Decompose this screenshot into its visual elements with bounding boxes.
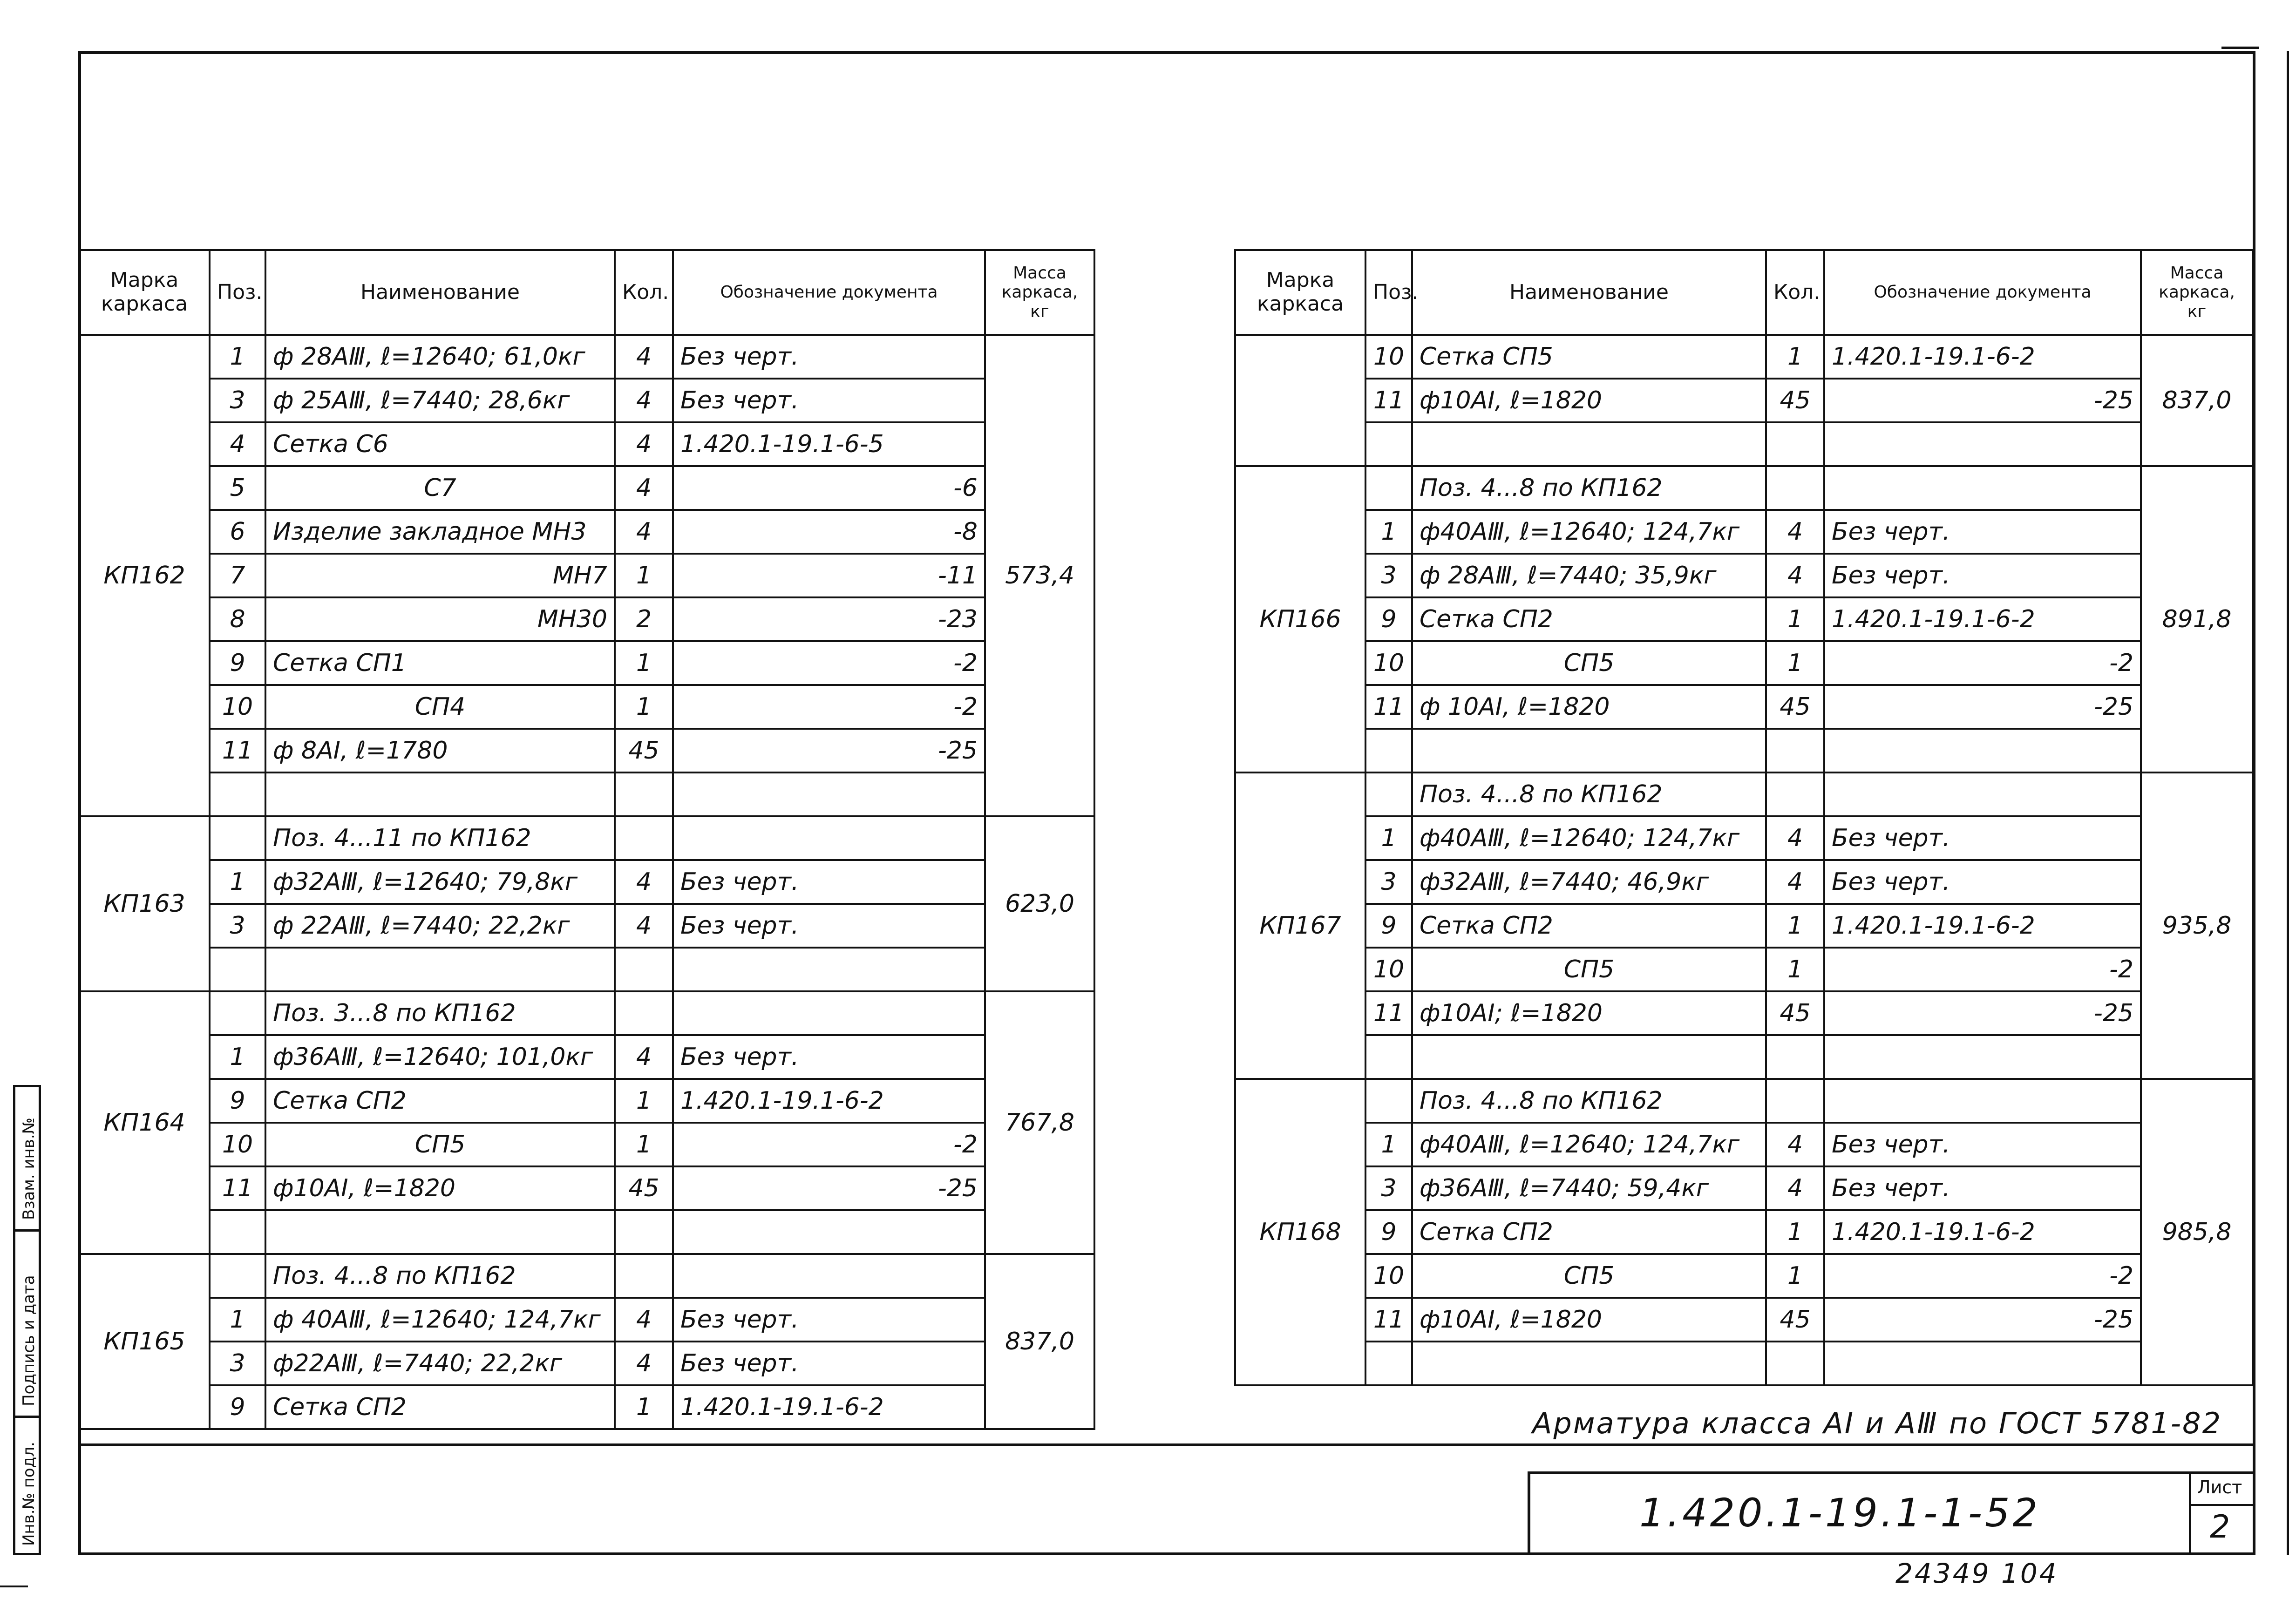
name-cell: Поз. 4...8 по КП162 (1412, 466, 1766, 510)
table-row (1235, 1079, 2253, 1123)
document-cell: Без черт. (1824, 1123, 2141, 1166)
position-cell: 3 (210, 379, 265, 422)
header-pos: Поз. (1365, 250, 1412, 335)
document-cell: Без черт. (673, 1298, 985, 1342)
header-name: Наименование (1412, 250, 1766, 335)
document-cell: 1.420.1-19.1-6-2 (1824, 335, 2141, 379)
document-cell (673, 816, 985, 860)
table-row (1235, 948, 2253, 991)
quantity-cell: 1 (1766, 1254, 1824, 1298)
table-row (79, 466, 1094, 510)
quantity-cell (615, 773, 673, 816)
header-doc: Обозначение документа (673, 250, 985, 335)
table-row (79, 1166, 1094, 1210)
name-cell: ф 8АⅠ, ℓ=1780 (265, 729, 615, 773)
table-row (79, 816, 1094, 860)
position-cell: 9 (1365, 597, 1412, 641)
name-cell: Сетка СП2 (265, 1079, 615, 1123)
position-cell (1365, 466, 1412, 510)
quantity-cell: 45 (1766, 379, 1824, 422)
table-row (79, 904, 1094, 948)
header-qty: Кол. (1766, 250, 1824, 335)
table-row (1235, 1166, 2253, 1210)
position-cell: 11 (210, 1166, 265, 1210)
quantity-cell: 4 (1766, 554, 1824, 597)
position-cell: 11 (210, 729, 265, 773)
document-cell (1824, 729, 2141, 773)
name-cell: Сетка СП2 (265, 1385, 615, 1429)
table-row (79, 1298, 1094, 1342)
position-cell: 9 (1365, 904, 1412, 948)
frame-mass: 837,0 (985, 1254, 1094, 1429)
header-mark: Марка каркаса (1235, 250, 1365, 335)
quantity-cell: 45 (1766, 991, 1824, 1035)
table-row (79, 1210, 1094, 1254)
name-cell: СП4 (265, 685, 615, 729)
quantity-cell: 45 (1766, 1298, 1824, 1342)
table-row (79, 554, 1094, 597)
quantity-cell: 45 (615, 729, 673, 773)
position-cell (210, 1210, 265, 1254)
document-cell: 1.420.1-19.1-6-2 (1824, 597, 2141, 641)
name-cell: ф 28АⅢ, ℓ=12640; 61,0кг (265, 335, 615, 379)
document-cell: 1.420.1-19.1-6-2 (673, 1385, 985, 1429)
binding-divider (13, 1229, 41, 1232)
document-cell: -25 (1824, 379, 2141, 422)
document-cell: Без черт. (1824, 510, 2141, 554)
right-margin-line (2287, 51, 2289, 1555)
table-row (79, 510, 1094, 554)
quantity-cell (615, 948, 673, 991)
document-cell: Без черт. (673, 1342, 985, 1385)
name-cell: Сетка СП5 (1412, 335, 1766, 379)
frame-mass: 891,8 (2141, 466, 2253, 773)
stamp-top-line (78, 1443, 2255, 1446)
name-cell: ф40АⅢ, ℓ=12640; 124,7кг (1412, 510, 1766, 554)
document-cell: -2 (1824, 641, 2141, 685)
quantity-cell: 1 (615, 1385, 673, 1429)
position-cell: 4 (210, 422, 265, 466)
quantity-cell (1766, 1342, 1824, 1385)
quantity-cell: 4 (615, 904, 673, 948)
name-cell: ф10АⅠ, ℓ=1820 (1412, 379, 1766, 422)
name-cell: Поз. 4...8 по КП162 (265, 1254, 615, 1298)
header-name: Наименование (265, 250, 615, 335)
quantity-cell: 4 (615, 860, 673, 904)
name-cell: ф10АⅠ, ℓ=1820 (1412, 1298, 1766, 1342)
quantity-cell: 1 (615, 685, 673, 729)
header-mark: Марка каркаса (79, 250, 210, 335)
position-cell: 8 (210, 597, 265, 641)
quantity-cell: 1 (1766, 1210, 1824, 1254)
quantity-cell: 1 (1766, 597, 1824, 641)
position-cell (1365, 1342, 1412, 1385)
position-cell (1365, 729, 1412, 773)
header-mass: Масса каркаса, кг (985, 250, 1094, 335)
quantity-cell: 45 (1766, 685, 1824, 729)
table-row (79, 422, 1094, 466)
position-cell (1365, 422, 1412, 466)
table-row (79, 948, 1094, 991)
table-header-row (1235, 250, 2253, 335)
position-cell (1365, 773, 1412, 816)
quantity-cell (615, 991, 673, 1035)
position-cell: 11 (1365, 991, 1412, 1035)
name-cell: ф36АⅢ, ℓ=12640; 101,0кг (265, 1035, 615, 1079)
name-cell: ф32АⅢ, ℓ=7440; 46,9кг (1412, 860, 1766, 904)
frame-mass: 935,8 (2141, 773, 2253, 1079)
frame-mass: 623,0 (985, 816, 1094, 991)
table-row (79, 1035, 1094, 1079)
document-cell: Без черт. (673, 335, 985, 379)
quantity-cell (1766, 466, 1824, 510)
table-row (79, 1254, 1094, 1298)
position-cell (1365, 1035, 1412, 1079)
name-cell (265, 1210, 615, 1254)
position-cell: 10 (210, 1123, 265, 1166)
quantity-cell: 4 (1766, 1123, 1824, 1166)
table-row (1235, 773, 2253, 816)
quantity-cell (1766, 1079, 1824, 1123)
document-cell: -11 (673, 554, 985, 597)
sheet-number: 2 (2210, 1509, 2230, 1545)
name-cell: С7 (265, 466, 615, 510)
quantity-cell: 45 (615, 1166, 673, 1210)
table-row (79, 729, 1094, 773)
document-cell (673, 1254, 985, 1298)
document-cell: -2 (673, 685, 985, 729)
position-cell: 6 (210, 510, 265, 554)
position-cell: 3 (210, 1342, 265, 1385)
name-cell: ф 10АⅠ, ℓ=1820 (1412, 685, 1766, 729)
table-row (1235, 1342, 2253, 1385)
position-cell: 1 (1365, 510, 1412, 554)
quantity-cell: 4 (615, 466, 673, 510)
frame-mark: КП166 (1235, 466, 1365, 773)
name-cell (265, 773, 615, 816)
quantity-cell (1766, 422, 1824, 466)
name-cell: СП5 (1412, 641, 1766, 685)
name-cell: МН7 (265, 554, 615, 597)
header-mass: Масса каркаса, кг (2141, 250, 2253, 335)
name-cell: МН30 (265, 597, 615, 641)
quantity-cell: 4 (1766, 510, 1824, 554)
table-row (79, 991, 1094, 1035)
table-row (79, 773, 1094, 816)
table-row (79, 1079, 1094, 1123)
frame-mark: КП164 (79, 991, 210, 1254)
position-cell: 9 (210, 1079, 265, 1123)
quantity-cell (615, 816, 673, 860)
document-cell: -6 (673, 466, 985, 510)
position-cell: 3 (1365, 554, 1412, 597)
table-row (1235, 510, 2253, 554)
right-spec-table (1234, 249, 2254, 1386)
position-cell: 1 (210, 335, 265, 379)
name-cell: ф10АⅠ, ℓ=1820 (265, 1166, 615, 1210)
position-cell: 10 (1365, 1254, 1412, 1298)
quantity-cell: 2 (615, 597, 673, 641)
table-row (1235, 1123, 2253, 1166)
position-cell: 10 (210, 685, 265, 729)
document-cell (1824, 773, 2141, 816)
quantity-cell (615, 1254, 673, 1298)
table-row (1235, 1035, 2253, 1079)
document-cell: -25 (673, 729, 985, 773)
position-cell: 9 (210, 1385, 265, 1429)
name-cell (1412, 1035, 1766, 1079)
quantity-cell: 1 (1766, 641, 1824, 685)
quantity-cell: 1 (1766, 904, 1824, 948)
table-row (1235, 1298, 2253, 1342)
quantity-cell: 1 (615, 641, 673, 685)
document-cell: Без черт. (1824, 1166, 2141, 1210)
table-row (1235, 1210, 2253, 1254)
quantity-cell: 4 (615, 1342, 673, 1385)
quantity-cell (615, 1210, 673, 1254)
document-cell: -25 (1824, 685, 2141, 729)
table-row (1235, 991, 2253, 1035)
top-right-tick (2221, 47, 2259, 49)
table-row (1235, 554, 2253, 597)
quantity-cell: 1 (615, 554, 673, 597)
quantity-cell: 1 (615, 1079, 673, 1123)
sheet-box-divider (2189, 1471, 2191, 1555)
table-row (1235, 1254, 2253, 1298)
document-cell: Без черт. (673, 1035, 985, 1079)
table-row (1235, 816, 2253, 860)
name-cell: ф 22АⅢ, ℓ=7440; 22,2кг (265, 904, 615, 948)
name-cell: Поз. 4...8 по КП162 (1412, 773, 1766, 816)
document-cell: -23 (673, 597, 985, 641)
table-row (1235, 379, 2253, 422)
table-row (79, 685, 1094, 729)
name-cell: Сетка СП2 (1412, 904, 1766, 948)
frame-mark: КП163 (79, 816, 210, 991)
table-row (79, 641, 1094, 685)
document-cell: -2 (673, 1123, 985, 1166)
name-cell: ф10АⅠ; ℓ=1820 (1412, 991, 1766, 1035)
frame-mark: КП162 (79, 335, 210, 816)
position-cell: 10 (1365, 335, 1412, 379)
document-cell: 1.420.1-19.1-6-2 (1824, 904, 2141, 948)
quantity-cell (1766, 773, 1824, 816)
quantity-cell (1766, 729, 1824, 773)
name-cell: ф 25АⅢ, ℓ=7440; 28,6кг (265, 379, 615, 422)
position-cell (210, 816, 265, 860)
document-cell: Без черт. (1824, 554, 2141, 597)
name-cell (1412, 1342, 1766, 1385)
document-cell: Без черт. (1824, 816, 2141, 860)
position-cell: 7 (210, 554, 265, 597)
table-row (79, 1342, 1094, 1385)
position-cell: 3 (1365, 1166, 1412, 1210)
document-cell: Без черт. (673, 860, 985, 904)
header-pos: Поз. (210, 250, 265, 335)
position-cell: 5 (210, 466, 265, 510)
document-cell (673, 773, 985, 816)
quantity-cell: 4 (1766, 816, 1824, 860)
position-cell (1365, 1079, 1412, 1123)
document-cell: 1.420.1-19.1-6-2 (1824, 1210, 2141, 1254)
document-cell: Без черт. (673, 379, 985, 422)
document-cell: 1.420.1-19.1-6-5 (673, 422, 985, 466)
name-cell: Поз. 4...8 по КП162 (1412, 1079, 1766, 1123)
table-row (1235, 904, 2253, 948)
position-cell (210, 773, 265, 816)
frame-mass: 837,0 (2141, 335, 2253, 466)
position-cell: 10 (1365, 948, 1412, 991)
name-cell: ф 28АⅢ, ℓ=7440; 35,9кг (1412, 554, 1766, 597)
table-row (1235, 641, 2253, 685)
name-cell: Сетка СП2 (1412, 597, 1766, 641)
name-cell: Поз. 4...11 по КП162 (265, 816, 615, 860)
table-row (1235, 466, 2253, 510)
quantity-cell: 4 (615, 1035, 673, 1079)
position-cell: 1 (1365, 816, 1412, 860)
name-cell: ф36АⅢ, ℓ=7440; 59,4кг (1412, 1166, 1766, 1210)
quantity-cell: 4 (1766, 860, 1824, 904)
document-cell: 1.420.1-19.1-6-2 (673, 1079, 985, 1123)
quantity-cell: 4 (615, 422, 673, 466)
sheet-label: Лист (2197, 1477, 2242, 1498)
name-cell: ф40АⅢ, ℓ=12640; 124,7кг (1412, 1123, 1766, 1166)
name-cell (1412, 729, 1766, 773)
document-cell (1824, 422, 2141, 466)
position-cell: 11 (1365, 379, 1412, 422)
frame-mass: 573,4 (985, 335, 1094, 816)
name-cell: Сетка СП1 (265, 641, 615, 685)
quantity-cell: 4 (615, 510, 673, 554)
name-cell (265, 948, 615, 991)
document-cell: -25 (1824, 1298, 2141, 1342)
frame-mark (1235, 335, 1365, 466)
table-row (79, 597, 1094, 641)
bottom-left-tick (0, 1586, 28, 1587)
document-cell (1824, 1079, 2141, 1123)
table-row (1235, 422, 2253, 466)
name-cell: ф40АⅢ, ℓ=12640; 124,7кг (1412, 816, 1766, 860)
position-cell: 1 (210, 1298, 265, 1342)
frame-mass: 985,8 (2141, 1079, 2253, 1385)
name-cell: ф22АⅢ, ℓ=7440; 22,2кг (265, 1342, 615, 1385)
document-cell (673, 948, 985, 991)
name-cell: Сетка С6 (265, 422, 615, 466)
name-cell: ф 40АⅢ, ℓ=12640; 124,7кг (265, 1298, 615, 1342)
binding-divider (13, 1416, 41, 1418)
position-cell: 1 (210, 1035, 265, 1079)
header-doc: Обозначение документа (1824, 250, 2141, 335)
position-cell: 9 (1365, 1210, 1412, 1254)
frame-mark: КП168 (1235, 1079, 1365, 1385)
name-cell (1412, 422, 1766, 466)
position-cell: 3 (210, 904, 265, 948)
name-cell: Сетка СП2 (1412, 1210, 1766, 1254)
name-cell: СП5 (1412, 1254, 1766, 1298)
quantity-cell: 1 (1766, 948, 1824, 991)
frame-mark: КП165 (79, 1254, 210, 1429)
table-row (79, 1123, 1094, 1166)
position-cell (210, 948, 265, 991)
header-qty: Кол. (615, 250, 673, 335)
document-cell: -25 (1824, 991, 2141, 1035)
document-cell: -2 (673, 641, 985, 685)
table-row (1235, 729, 2253, 773)
document-cell: -8 (673, 510, 985, 554)
position-cell: 1 (1365, 1123, 1412, 1166)
table-row (1235, 860, 2253, 904)
quantity-cell: 4 (615, 335, 673, 379)
table-row (79, 335, 1094, 379)
document-cell (1824, 466, 2141, 510)
name-cell: СП5 (1412, 948, 1766, 991)
name-cell: ф32АⅢ, ℓ=12640; 79,8кг (265, 860, 615, 904)
name-cell: СП5 (265, 1123, 615, 1166)
frame-mass: 767,8 (985, 991, 1094, 1254)
table-header-row (79, 250, 1094, 335)
position-cell: 10 (1365, 641, 1412, 685)
quantity-cell: 4 (615, 379, 673, 422)
position-cell: 1 (210, 860, 265, 904)
document-cell (1824, 1342, 2141, 1385)
document-cell (673, 991, 985, 1035)
name-cell: Поз. 3...8 по КП162 (265, 991, 615, 1035)
quantity-cell (1766, 1035, 1824, 1079)
left-spec-table (78, 249, 1095, 1430)
document-cell: -2 (1824, 948, 2141, 991)
quantity-cell: 4 (615, 1298, 673, 1342)
table-row (79, 860, 1094, 904)
document-cell: Без черт. (673, 904, 985, 948)
table-row (1235, 335, 2253, 379)
footer-code: 24349 104 (1895, 1558, 2058, 1589)
table-row (1235, 685, 2253, 729)
table-row (79, 1385, 1094, 1429)
inv-original-label: Инв.№ подл. (20, 1442, 38, 1546)
table-row (1235, 597, 2253, 641)
document-cell (1824, 1035, 2141, 1079)
document-cell: Без черт. (1824, 860, 2141, 904)
document-cell (673, 1210, 985, 1254)
position-cell: 11 (1365, 685, 1412, 729)
table-row (79, 379, 1094, 422)
position-cell: 3 (1365, 860, 1412, 904)
document-cell: -2 (1824, 1254, 2141, 1298)
position-cell (210, 991, 265, 1035)
quantity-cell: 4 (1766, 1166, 1824, 1210)
position-cell (210, 1254, 265, 1298)
signature-date-label: Подпись и дата (20, 1275, 38, 1406)
frame-mark: КП167 (1235, 773, 1365, 1079)
position-cell: 11 (1365, 1298, 1412, 1342)
document-cell: -25 (673, 1166, 985, 1210)
replaced-inv-label: Взам. инв.№ (20, 1117, 38, 1220)
quantity-cell: 1 (1766, 335, 1824, 379)
reinforcement-note: Арматура класса АⅠ и АⅢ по ГОСТ 5781-82 (1532, 1406, 2222, 1440)
name-cell: Изделие закладное МН3 (265, 510, 615, 554)
document-designation: 1.420.1-19.1-1-52 (1639, 1490, 2040, 1536)
quantity-cell: 1 (615, 1123, 673, 1166)
position-cell: 9 (210, 641, 265, 685)
sheet-box-hline (2189, 1504, 2255, 1506)
